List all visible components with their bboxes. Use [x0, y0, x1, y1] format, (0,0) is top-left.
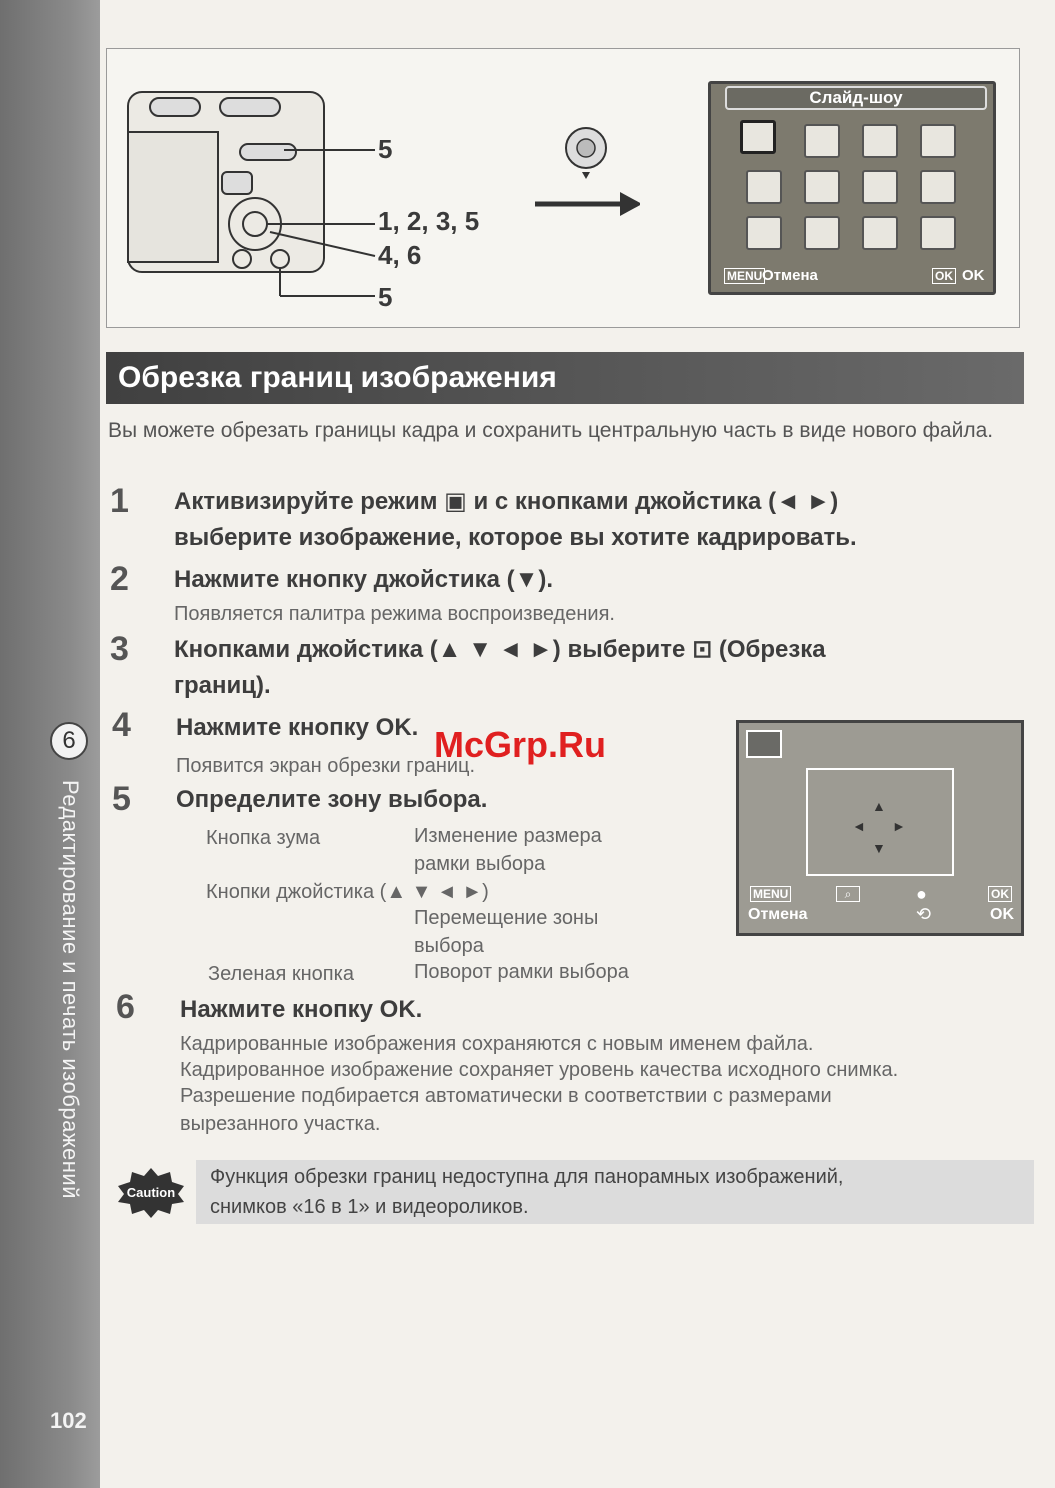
rotate-frame-icon: ⟲	[916, 904, 932, 924]
step-6-desc-line1: Кадрированные изображения сохраняются с новым именем файла.	[180, 1033, 814, 1055]
step-2-number: 2	[110, 560, 129, 598]
zoom-button-action-line2: рамки выбора	[414, 853, 546, 875]
step-6-desc-line4: вырезанного участка.	[180, 1113, 381, 1135]
callout-2: 1, 2, 3, 5	[378, 206, 480, 236]
zoom-button-action-line1: Изменение размера	[414, 825, 602, 847]
camera-back-illustration	[120, 84, 640, 314]
step-5-title: Определите зону выбора.	[176, 786, 488, 813]
trim-icon	[862, 124, 898, 158]
filter-icon	[804, 170, 840, 204]
section-title: Обрезка границ изображения	[106, 352, 1024, 404]
step-6-desc-line3: Разрешение подбирается автоматически в соответствии с размерами	[180, 1085, 832, 1107]
palette-title: Слайд-шоу	[725, 86, 987, 110]
arrow-right-icon: ►	[892, 818, 906, 834]
step-3-number: 3	[110, 630, 129, 668]
playback-icon	[740, 120, 776, 154]
ok-key: OK	[932, 268, 956, 284]
step-4-title: Нажмите кнопку OK.	[176, 714, 419, 741]
intro-text: Вы можете обрезать границы кадра и сохранить центральную часть в виде нового файла.	[108, 419, 994, 442]
green-button-action: Поворот рамки выбора	[414, 961, 629, 983]
step-1-title-line2: выберите изображение, которое вы хотите кадрировать.	[174, 524, 857, 551]
resize-icon	[804, 124, 840, 158]
step-4-desc: Появится экран обрезки границ.	[176, 755, 476, 777]
palette-cancel: Отмена	[762, 267, 818, 284]
arrow-left-icon: ◄	[852, 818, 866, 834]
step-6-desc-line2: Кадрированное изображение сохраняет уровень качества исходного снимка.	[180, 1059, 899, 1081]
green-button-label: Зеленая кнопка	[208, 963, 354, 985]
zoom-button-label: Кнопка зума	[206, 827, 321, 849]
menu-key: MENU	[724, 268, 765, 284]
arrow-down-icon: ▼	[872, 840, 886, 856]
step-4-number: 4	[112, 706, 131, 744]
zoom-icon: ⌕	[836, 886, 860, 902]
step-6-number: 6	[116, 988, 135, 1026]
callout-3: 4, 6	[378, 240, 422, 270]
caution-line2: снимков «16 в 1» и видеороликов.	[210, 1196, 529, 1218]
joystick-buttons-label: Кнопки джойстика (▲ ▼ ◄ ►)	[206, 881, 489, 903]
step-3-title-line1: Кнопками джойстика (▲ ▼ ◄ ►) выберите ⊡ (Обрезка	[174, 636, 826, 663]
callout-4: 5	[378, 282, 393, 312]
frame-icon	[920, 170, 956, 204]
crop-cancel: Отмена	[748, 906, 808, 923]
dpof-icon	[862, 216, 898, 250]
step-2-desc: Появляется палитра режима воспроизведения.	[174, 603, 615, 625]
step-1-title-line1: Активизируйте режим ▣ и с кнопками джойстика (◄ ►)	[174, 488, 839, 515]
joystick-action-line1: Перемещение зоны	[414, 907, 599, 929]
page-number: 102	[50, 1408, 87, 1433]
arrow-up-icon: ▲	[872, 798, 886, 814]
step-3-title-line2: границ).	[174, 672, 271, 699]
red-eye-icon	[746, 216, 782, 250]
crop-ok: OK	[990, 906, 1014, 923]
startup-screen-icon	[920, 216, 956, 250]
chapter-number: 6	[50, 722, 88, 760]
caution-line1: Функция обрезки границ недоступна для панорамных изображений,	[210, 1166, 844, 1188]
joystick-action-line2: выбора	[414, 935, 484, 957]
rotate-icon	[746, 170, 782, 204]
copy-icon	[920, 124, 956, 158]
step-5-number: 5	[112, 780, 131, 818]
crop-selection-frame	[806, 768, 954, 876]
watermark: McGrp.Ru	[434, 724, 607, 765]
trim-mode-icon	[746, 730, 782, 758]
caution-note	[196, 1160, 1034, 1224]
green-button-icon: ●	[916, 884, 927, 904]
color-icon	[862, 170, 898, 204]
caution-label: Caution	[126, 1185, 176, 1200]
crop-menu-key: MENU	[750, 886, 791, 902]
step-2-title: Нажмите кнопку джойстика (▼).	[174, 566, 554, 593]
palette-ok: OK	[962, 267, 985, 284]
protect-key-icon	[804, 216, 840, 250]
chapter-title: Редактирование и печать изображений	[58, 780, 83, 1199]
step-1-number: 1	[110, 482, 129, 520]
crop-ok-key: OK	[988, 886, 1012, 902]
callout-1: 5	[378, 134, 393, 164]
step-6-title: Нажмите кнопку OK.	[180, 996, 423, 1023]
